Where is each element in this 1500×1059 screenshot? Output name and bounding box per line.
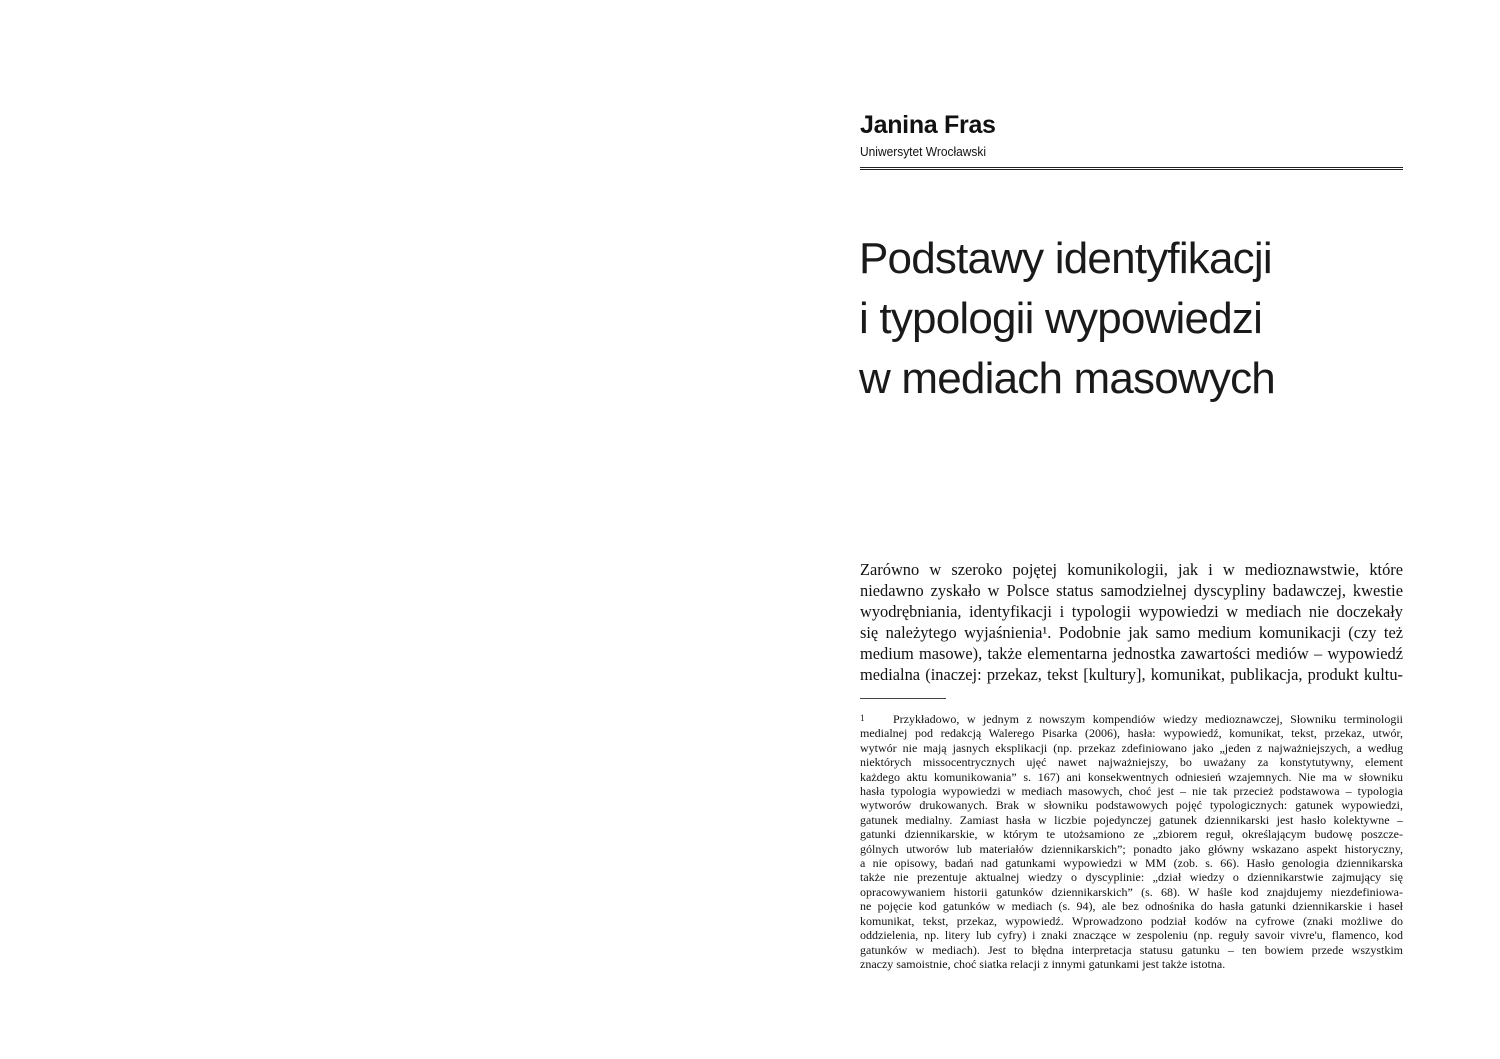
body-line: wyodrębniania, identyfikacji i typologii wypowiedzi w mediach nie doczekały: [860, 602, 1403, 621]
title-line: i typologii wypowiedzi: [859, 294, 1263, 343]
header-divider: [860, 167, 1403, 170]
footnote-line: gatunków w mediach). Jest to błędna interpretacja statusu gatunku – ten bowiem przede wszystkim: [860, 942, 1403, 957]
footnote-line: opracowywaniem historii gatunków dziennikarskich” (s. 68). W haśle kod znajdujemy niezdefiniowa-: [860, 884, 1403, 899]
author-affiliation: Uniwersytet Wrocławski: [860, 144, 987, 159]
body-line: się należytego wyjaśnienia¹. Podobnie jak samo medium komunikacji (czy też: [860, 623, 1403, 642]
footnote-line: także nie prezentuje aktualnej wiedzy o dyscyplinie: „dział wiedzy o dziennikarstwie zajmujący się: [860, 870, 1403, 885]
title-line: Podstawy identyfikacji: [859, 234, 1272, 283]
body-paragraph: [860, 559, 1403, 685]
right-page: [750, 0, 1500, 1059]
footnote-line: komunikat, tekst, przekaz, wypowiedź. Wprowadzono podział kodów na cyfrowe (znaki możliwe do: [860, 913, 1403, 928]
body-line: Zarówno w szeroko pojętej komunikologii, jak i w medioznawstwie, które: [860, 560, 1403, 579]
footnote-line: [860, 711, 1403, 726]
footnote-line: wytwór nie mają jasnych eksplikacji (np. przekaz zdefiniowano jako „jeden z najważniejszych, a według: [860, 740, 1403, 755]
footnote-line: medialnej pod redakcją Walerego Pisarka (2006), hasła: wypowiedź, komunikat, tekst, przekaz, utwór,: [860, 726, 1403, 741]
footnote-line: gatunek medialny. Zamiast hasła w liczbie pojedynczej gatunek dziennikarski jest hasło kolektywne –: [860, 812, 1403, 827]
footnote-line-text: Przykładowo, w jednym z nowszym kompendiów wiedzy medioznawczej, Słowniku terminologii: [893, 712, 1403, 726]
footnote-line: wytworów drukowanych. Brak w słowniku podstawowych pojęć typologicznych: gatunek wypowiedzi,: [860, 798, 1403, 813]
footnote-line: każdego aktu komunikowania” s. 167) ani konsekwentnych odniesień wzajemnych. Nie ma w słowniku: [860, 769, 1403, 784]
footnote-separator: [860, 698, 946, 699]
title-line: w mediach masowych: [859, 354, 1275, 403]
footnote-line: gatunki dziennikarskie, w którym te utożsamiono ze „zbiorem reguł, określającym budowę poszcze-: [860, 827, 1403, 842]
footnote: [860, 711, 1403, 971]
footnote-line: niektórych missocentrycznych ujęć nawet najważniejszy, bo uważany za konstytutywny, element: [860, 755, 1403, 770]
footnote-number: 1: [860, 713, 865, 723]
footnote-line: oddzielenia, np. litery lub cyfry) i znaki znaczące w zespoleniu (np. reguły savoir vivre'u, flamenco, kod: [860, 928, 1403, 943]
body-line: niedawno zyskało w Polsce status samodzielnej dyscypliny badawczej, kwestie: [860, 581, 1403, 600]
footnote-line: a nie opisowy, badań nad gatunkami wypowiedzi w MM (zob. s. 66). Hasło genologia dziennikarska: [860, 856, 1403, 871]
body-line: medium masowe), także elementarna jednostka zawartości mediów – wypowiedź: [860, 644, 1403, 663]
author-name: Janina Fras: [860, 111, 996, 139]
author-header: [860, 110, 1403, 170]
article-title: [859, 229, 1419, 409]
footnote-line: znaczy samoistnie, choć siatka relacji z innymi gatunkami jest także istotna.: [860, 956, 1226, 971]
footnote-line: gólnych utworów lub materiałów dziennikarskich”; ponadto jako główny wskazano aspekt historyczny,: [860, 841, 1403, 856]
body-line: medialna (inaczej: przekaz, tekst [kultury], komunikat, publikacja, produkt kultu-: [860, 665, 1403, 684]
footnote-line: ne pojęcie kod gatunków w mediach (s. 94), ale bez odnośnika do hasła gatunki dziennikarskie i haseł: [860, 899, 1403, 914]
footnote-line: hasła typologia wypowiedzi w mediach masowych, choć jest – nie tak przecież podstawowa – typologia: [860, 784, 1403, 799]
